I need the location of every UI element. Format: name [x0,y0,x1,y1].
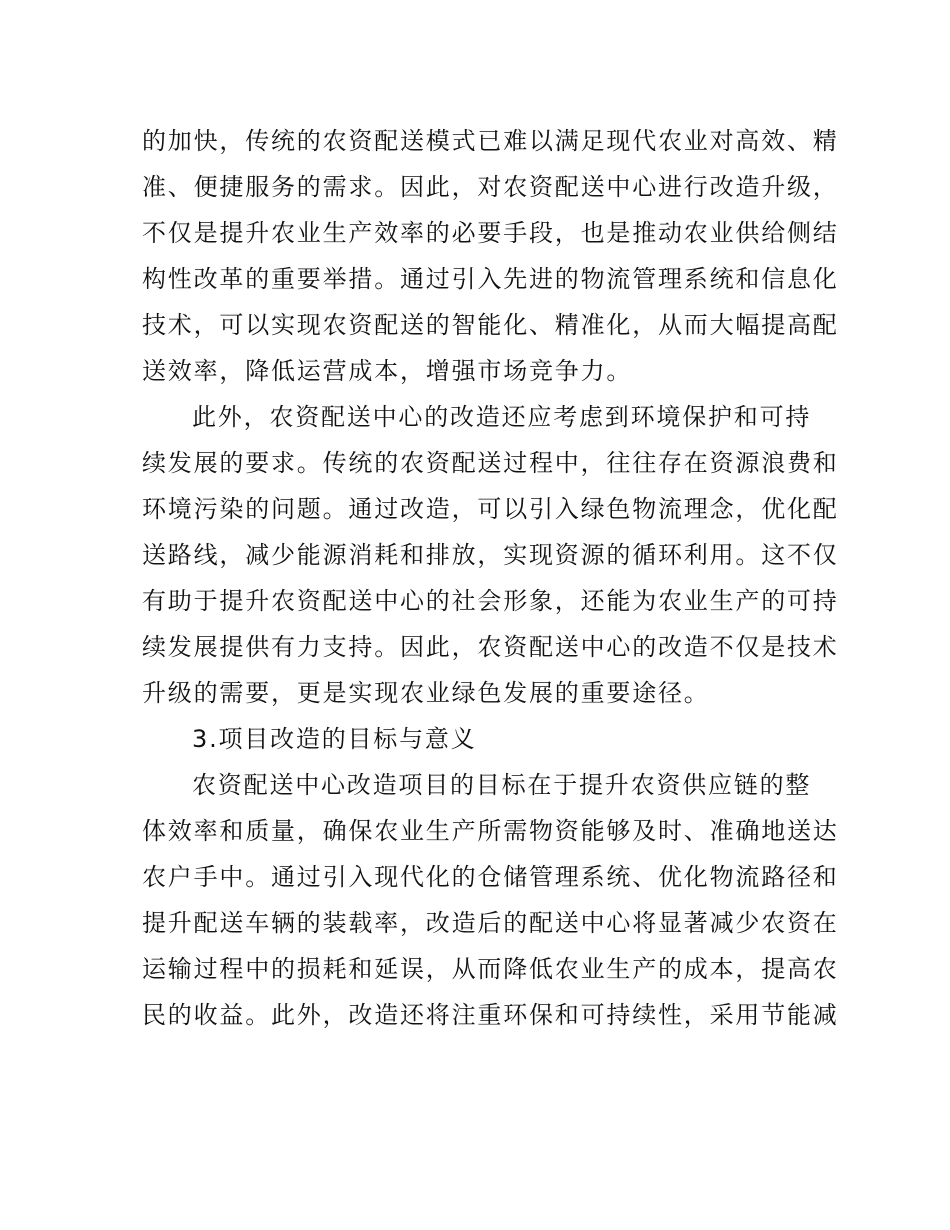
text-line: 准、便捷服务的需求。因此，对农资配送中心进行改造升级， [142,173,839,201]
text-line: 民的收益。此外，改造还将注重环保和可持续性，采用节能减 [142,1001,839,1029]
paragraph-2 [142,394,839,716]
text-line: 续发展的要求。传统的农资配送过程中，往往存在资源浪费和 [142,449,839,477]
body-text [142,118,839,1038]
text-line: 不仅是提升农业生产效率的必要手段，也是推动农业供给侧结 [142,219,839,247]
text-line: 体效率和质量，确保农业生产所需物资能够及时、准确地送达 [142,817,839,845]
text-line: 送效率，降低运营成本，增强市场竞争力。 [142,357,633,385]
text-line: 续发展提供有力支持。因此，农资配送中心的改造不仅是技术 [142,633,839,661]
text-line: 运输过程中的损耗和延误，从而降低农业生产的成本，提高农 [142,955,839,983]
text-line: 此外，农资配送中心的改造还应考虑到环境保护和可持 [192,403,812,431]
text-line: 有助于提升农资配送中心的社会形象，还能为农业生产的可持 [142,587,839,615]
text-line: 升级的需要，更是实现农业绿色发展的重要途径。 [142,679,710,707]
paragraph-3 [142,762,839,1038]
text-line: 的加快，传统的农资配送模式已难以满足现代农业对高效、精 [142,127,839,155]
paragraph-1 [142,118,839,394]
text-line: 提升配送车辆的装载率，改造后的配送中心将显著减少农资在 [142,909,839,937]
section-heading: 3.项目改造的目标与意义 [192,725,477,753]
text-line: 农资配送中心改造项目的目标在于提升农资供应链的整 [192,771,812,799]
text-line: 技术，可以实现农资配送的智能化、精准化，从而大幅提高配 [142,311,839,339]
text-line: 环境污染的问题。通过改造，可以引入绿色物流理念，优化配 [142,495,839,523]
text-line: 送路线，减少能源消耗和排放，实现资源的循环利用。这不仅 [142,541,839,569]
text-line: 构性改革的重要举措。通过引入先进的物流管理系统和信息化 [142,265,839,293]
text-line: 农户手中。通过引入现代化的仓储管理系统、优化物流路径和 [142,863,839,891]
